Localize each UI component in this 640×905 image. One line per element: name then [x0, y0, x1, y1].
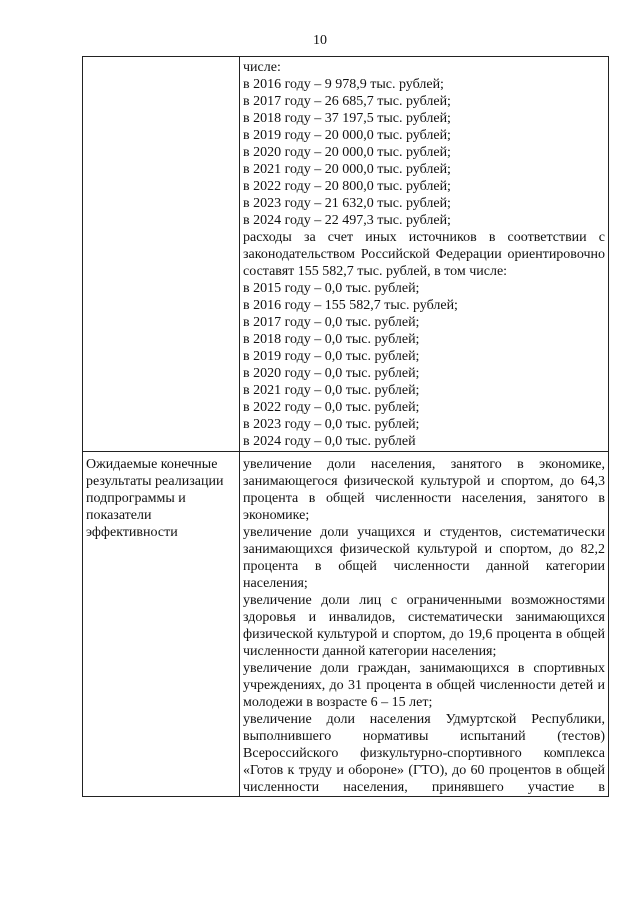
- funding-line: в 2016 году – 9 978,9 тыс. рублей;: [243, 77, 444, 92]
- row2-left-cell: [83, 452, 240, 797]
- funding-line: в 2017 году – 0,0 тыс. рублей;: [243, 315, 420, 330]
- funding-line: в 2024 году – 22 497,3 тыс. рублей;: [243, 213, 451, 228]
- section-label: Ожидаемые конечные результаты реализации подпрограммы и показатели эффективности: [86, 457, 224, 540]
- passport-table: [82, 56, 609, 797]
- funding-line: в 2022 году – 20 800,0 тыс. рублей;: [243, 179, 451, 194]
- table-row: [83, 452, 609, 797]
- funding-line: в 2022 году – 0,0 тыс. рублей;: [243, 400, 420, 415]
- funding-line: в 2019 году – 20 000,0 тыс. рублей;: [243, 128, 451, 143]
- funding-line: в 2023 году – 21 632,0 тыс. рублей;: [243, 196, 451, 211]
- funding-line: в 2024 году – 0,0 тыс. рублей: [243, 434, 416, 449]
- funding-line: в 2023 году – 0,0 тыс. рублей;: [243, 417, 420, 432]
- table-row: [83, 57, 609, 452]
- funding-line: в 2021 году – 0,0 тыс. рублей;: [243, 383, 420, 398]
- funding-line: в 2020 году – 20 000,0 тыс. рублей;: [243, 145, 451, 160]
- row2-right-cell: [240, 452, 609, 797]
- result-paragraph: увеличение доли лиц с ограниченными возможностями здоровья и инвалидов, систематически занимающихся физической культурой и спортом, до 19,6 процента в общей численности данной категории населения;: [243, 593, 605, 659]
- result-paragraph: увеличение доли учащихся и студентов, систематически занимающихся физической культурой и спортом, до 82,2 процента в общей численности данной категории населения;: [243, 525, 605, 591]
- result-paragraph: увеличение доли населения, занятого в экономике, занимающегося физической культурой и спортом, до 64,3 процента в общей численности населения, занятого в экономике;: [243, 457, 605, 523]
- other-sources-paragraph: расходы за счет иных источников в соответствии с законодательством Российской Федерации ориентировочно составят 155 582,7 тыс. рублей, в том числе:: [243, 230, 605, 279]
- row1-right-cell: [240, 57, 609, 452]
- result-paragraph: увеличение доли населения Удмуртской Республики, выполнившего нормативы испытаний (тестов) Всероссийского физкультурно-спортивного комплекса «Готов к труду и обороне» (ГТО), до 60 процентов в общей численности населения, принявшего участие в: [243, 712, 605, 795]
- funding-line: в 2017 году – 26 685,7 тыс. рублей;: [243, 94, 451, 109]
- funding-line: в 2018 году – 0,0 тыс. рублей;: [243, 332, 420, 347]
- funding-line: в 2018 году – 37 197,5 тыс. рублей;: [243, 111, 451, 126]
- funding-line: в 2020 году – 0,0 тыс. рублей;: [243, 366, 420, 381]
- funding-line: в 2016 году – 155 582,7 тыс. рублей;: [243, 298, 458, 313]
- funding-line: в 2019 году – 0,0 тыс. рублей;: [243, 349, 420, 364]
- row1-left-cell: [83, 57, 240, 452]
- funding-line: в 2021 году – 20 000,0 тыс. рублей;: [243, 162, 451, 177]
- funding-line: в 2015 году – 0,0 тыс. рублей;: [243, 281, 420, 296]
- funding-line: числе:: [243, 60, 281, 75]
- result-paragraph: увеличение доли граждан, занимающихся в спортивных учреждениях, до 31 процента в общей численности детей и молодежи в возрасте 6 – 15 лет;: [243, 661, 605, 710]
- page-number: 10: [313, 33, 327, 48]
